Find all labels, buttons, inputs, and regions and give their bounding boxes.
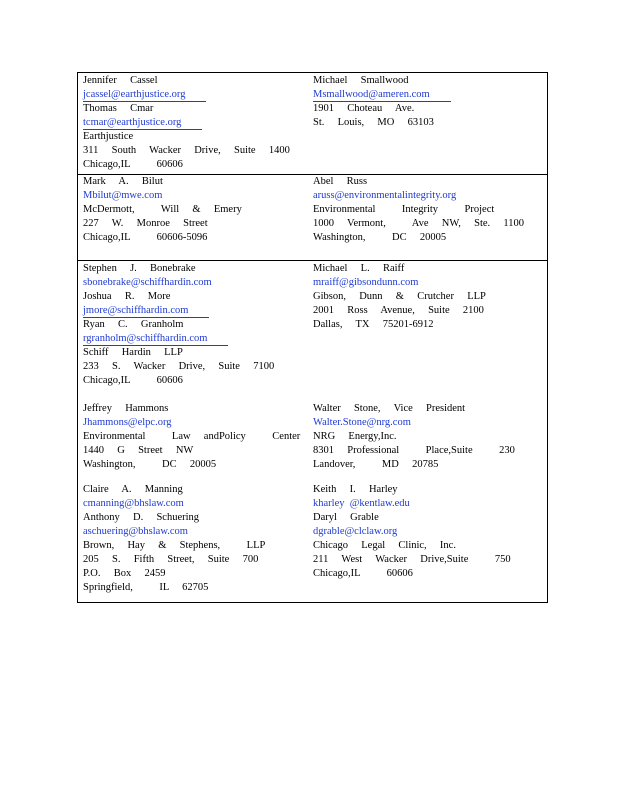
contact-block [313,483,511,581]
contact-line: P.O. Box 2459 [83,568,166,579]
email-link[interactable]: sbonebrake@schiffhardin.com [83,277,212,288]
contact-name: Mark A. Bilut [83,176,163,187]
contact-block [313,262,486,332]
contact-line: 1000 Vermont, Ave NW, Ste. 1100 [313,218,525,229]
contact-line: Dallas, TX 75201-6912 [313,319,434,330]
email-link[interactable]: jcassel@earthjustice.org [83,89,207,100]
contact-line: Thomas Cmar [83,103,154,114]
contact-name: Claire A. Manning [83,484,183,495]
contact-line: Washington, DC 20005 [313,232,447,243]
contact-line: St. Louis, MO 63103 [313,117,434,128]
contact-name: Stephen J. Bonebrake [83,263,196,274]
contact-line: Brown, Hay & Stephens, LLP [83,540,266,551]
email-link[interactable]: kharley @kentlaw.edu [313,498,410,509]
contact-name: Abel Russ [313,176,368,187]
contact-line: Washington, DC 20005 [83,459,217,470]
contact-line: Anthony D. Schuering [83,512,200,523]
email-link[interactable]: rgranholm@schiffhardin.com [83,333,229,344]
email-link[interactable]: dgrable@clclaw.org [313,526,398,537]
email-link[interactable]: Jhammons@elpc.org [83,417,172,428]
contact-name: Jeffrey Hammons [83,403,169,414]
contact-block [83,402,300,472]
email-link[interactable]: cmanning@bhslaw.com [83,498,184,509]
contact-line: Chicago,IL 60606 [83,375,183,386]
contact-name: Michael Smallwood [313,75,409,86]
contact-block [83,262,274,388]
service-list-table [77,72,548,603]
email-link[interactable]: Walter.Stone@nrg.com [313,417,411,428]
email-link[interactable]: Msmallwood@ameren.com [313,89,451,100]
row-divider [78,260,547,261]
contact-line: 227 W. Monroe Street [83,218,208,229]
contact-line: Springfield, IL 62705 [83,582,209,593]
email-link[interactable]: mraiff@gibsondunn.com [313,277,419,288]
contact-line: 211 West Wacker Drive,Suite 750 [313,554,511,565]
contact-line: NRG Energy,Inc. [313,431,397,442]
contact-line: McDermott, Will & Emery [83,204,242,215]
email-link[interactable]: aschuering@bhslaw.com [83,526,188,537]
contact-line: Chicago Legal Clinic, Inc. [313,540,456,551]
contact-line: 233 S. Wacker Drive, Suite 7100 [83,361,275,372]
contact-line: Schiff Hardin LLP [83,347,183,358]
contact-line: Chicago,IL 60606-5096 [83,232,208,243]
contact-line: Earthjustice [83,131,134,142]
contact-line: Daryl Grable [313,512,379,523]
contact-line: 1440 G Street NW [83,445,194,456]
contact-line: 8301 Professional Place,Suite 230 [313,445,515,456]
contact-line: Environmental Integrity Project [313,204,495,215]
contact-line: 205 S. Fifth Street, Suite 700 [83,554,259,565]
email-link[interactable]: aruss@environmentalintegrity.org [313,190,457,201]
contact-line: Ryan C. Granholm [83,319,184,330]
contact-line: Chicago,IL 60606 [83,159,183,170]
email-link[interactable]: Mbilut@mwe.com [83,190,163,201]
contact-line: Gibson, Dunn & Crutcher LLP [313,291,486,302]
contact-name: Michael L. Raiff [313,263,405,274]
contact-name: Jennifer Cassel [83,75,158,86]
email-link[interactable]: jmore@schiffhardin.com [83,305,210,316]
contact-line: Environmental Law andPolicy Center [83,431,301,442]
contact-line: 1901 Choteau Ave. [313,103,415,114]
contact-line: Joshua R. More [83,291,171,302]
contact-block [83,175,242,245]
contact-name: Keith I. Harley [313,484,398,495]
contact-line: Chicago,IL 60606 [313,568,413,579]
contact-block [313,175,524,245]
contact-block [83,483,265,595]
email-link[interactable]: tcmar@earthjustice.org [83,117,203,128]
contact-line: 2001 Ross Avenue, Suite 2100 [313,305,484,316]
contact-name: Walter Stone, Vice President [313,403,466,414]
contact-line: Landover, MD 20785 [313,459,439,470]
contact-line: 311 South Wacker Drive, Suite 1400 [83,145,290,156]
contact-block [83,74,290,172]
contact-block [313,402,515,472]
contact-block [313,74,451,130]
